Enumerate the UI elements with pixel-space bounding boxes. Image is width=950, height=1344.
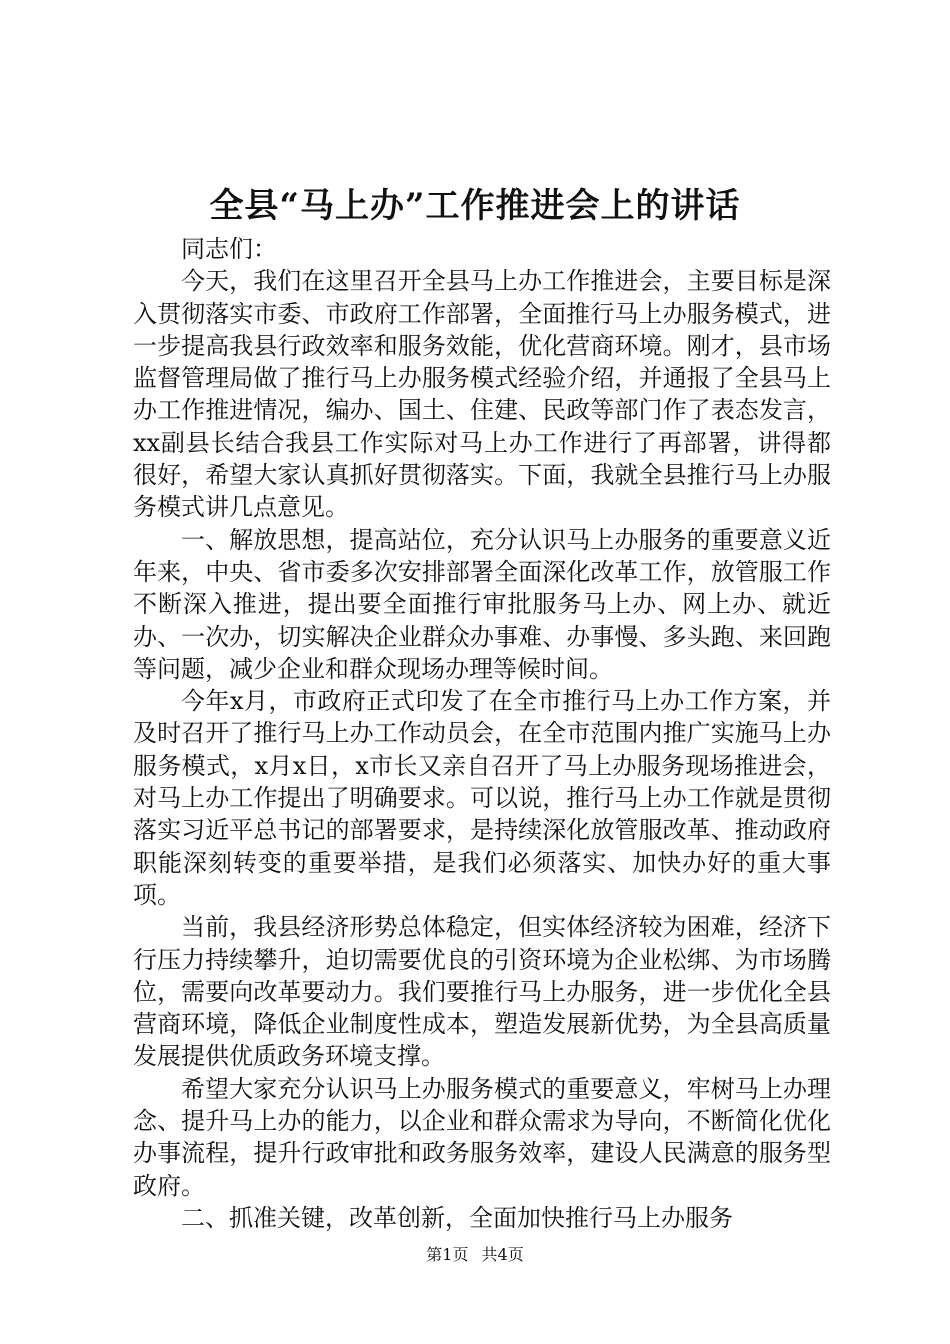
document-title: 全县“马上办”工作推进会上的讲话 <box>209 186 741 226</box>
paragraph: 今年x月，市政府正式印发了在全市推行马上办工作方案，并及时召开了推行马上办工作动员会，在全市范围内推广实施马上办服务模式，x月x日，x市长又亲自召开了马上办服务现场推进会，对马上办工作提出了明确要求。可以说，推行马上办工作就是贯彻落实习近平总书记的部署要求，是持续深化放管服改革、推动政府职能深刻转变的重要举措，是我们必须落实、加快办好的重大事项。 <box>133 687 831 909</box>
section-heading: 二、抓准关键，改革创新，全面加快推行马上办服务 <box>181 1203 733 1232</box>
page-total: 共4页 <box>481 1245 524 1264</box>
paragraph: 当前，我县经济形势总体稳定，但实体经济较为困难，经济下行压力持续攀升，迫切需要优良的引资环境为企业松绑、为市场腾位，需要向改革要动力。我们要推行马上办服务，进一步优化全县营商环境，降低企业制度性成本，塑造发展新优势，为全县高质量发展提供优质政务环境支撑。 <box>133 913 831 1071</box>
page-footer <box>0 1245 950 1265</box>
page-number: 第1页 <box>426 1245 469 1264</box>
paragraph: 今天，我们在这里召开全县马上办工作推进会，主要目标是深入贯彻落实市委、市政府工作部署，全面推行马上办服务模式，进一步提高我县行政效率和服务效能，优化营商环境。刚才，县市场监督管理局做了推行马上办服务模式经验介绍，并通报了全县马上办工作推进情况，编办、国土、住建、民政等部门作了表态发言，xx副县长结合我县工作实际对马上办工作进行了再部署，讲得都很好，希望大家认真抓好贯彻落实。下面，我就全县推行马上办服务模式讲几点意见。 <box>133 267 831 522</box>
document-body <box>133 233 831 1234</box>
paragraph: 一、解放思想，提高站位，充分认识马上办服务的重要意义近年来，中央、省市委多次安排部署全面深化改革工作，放管服工作不断深入推进，提出要全面推行审批服务马上办、网上办、就近办、一次办，切实解决企业群众办事难、办事慢、多头跑、来回跑等问题，减少企业和群众现场办理等候时间。 <box>133 525 831 683</box>
paragraph: 希望大家充分认识马上办服务模式的重要意义，牢树马上办理念、提升马上办的能力，以企业和群众需求为导向，不断简化优化办事流程，提升行政审批和政务服务效率，建设人民满意的服务型政府。 <box>133 1074 831 1200</box>
salutation: 同志们： <box>181 235 277 263</box>
